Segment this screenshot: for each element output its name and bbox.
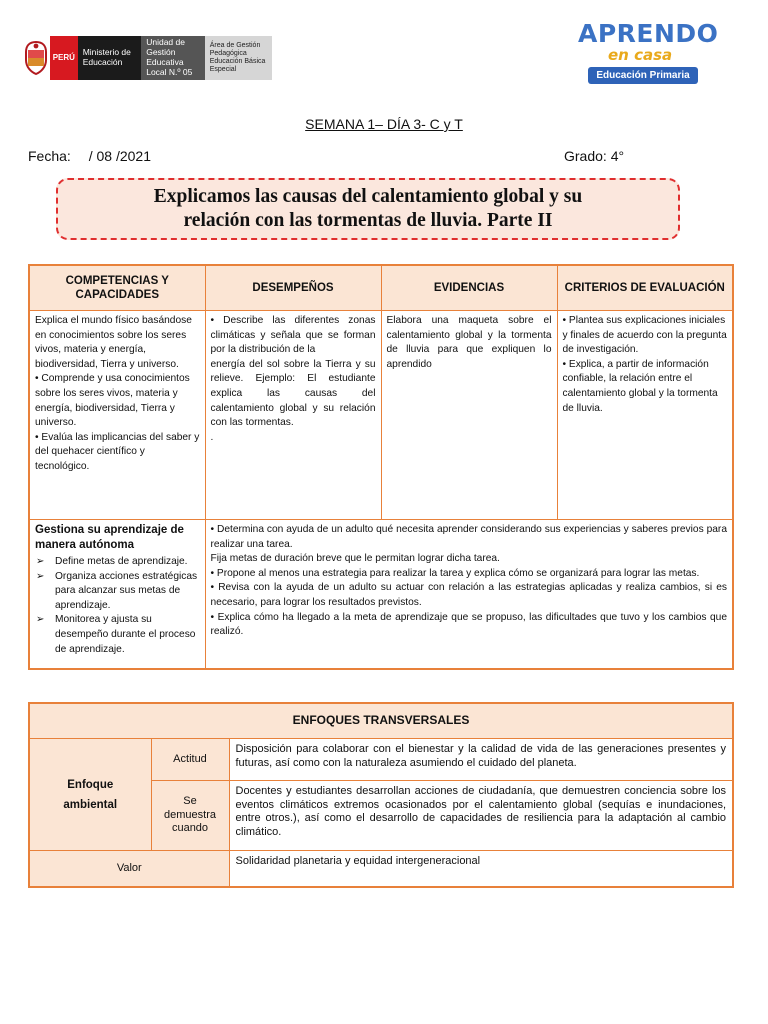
session-title-box: [56, 178, 680, 240]
list-item: ➢ Define metas de aprendizaje.: [35, 555, 200, 570]
header-desempenos: DESEMPEÑOS: [205, 265, 381, 311]
coat-of-arms-icon: [22, 36, 50, 80]
desempeno-text: .: [210, 431, 214, 443]
demuestra-label-line: demuestra: [164, 808, 216, 821]
header-evidencias: EVIDENCIAS: [381, 265, 557, 311]
desempenos-cell: [205, 311, 381, 520]
grado-field: [564, 148, 624, 164]
ministerio-label: Ministerio de Educación: [78, 36, 142, 80]
list-item: ➢ Monitorea y ajusta su desempeño durante el proceso de aprendizaje.: [35, 613, 200, 657]
grado-value: 4°: [610, 148, 625, 164]
demuestra-label-line: cuando: [171, 822, 209, 835]
gestiona-desempenos-cell: [205, 520, 733, 670]
header-criterios: CRITERIOS DE EVALUACIÓN: [557, 265, 733, 311]
desempeno-text: • Determina con ayuda de un adulto qué necesita aprender considerando sus experiencias y saberes previos para realizar una tarea.: [210, 524, 727, 550]
criterio-text: • Plantea sus explicaciones iniciales y finales de acuerdo con la pregunta de investigación.: [562, 315, 727, 356]
competencias-cell: [29, 311, 205, 520]
capacidad-text: • Comprende y usa conocimientos sobre los seres vivos, materia y energía, biodiversidad, Tierra y universo.: [35, 373, 190, 429]
actitud-text: Disposición para colaborar con el bienestar y la calidad de vida de las generaciones presentes y futuras, así como con la naturaleza asumiendo el cuidado del planeta.: [229, 739, 733, 781]
capacidad-text: • Evalúa las implicancias del saber y del quehacer científico y tecnológico.: [35, 431, 200, 472]
gestiona-cell: [29, 520, 205, 670]
gestiona-title: Gestiona su aprendizaje de manera autónoma: [35, 524, 184, 551]
demuestra-label-line: Se: [183, 795, 197, 808]
aprendo-en-casa-logo: [578, 19, 719, 86]
desempeno-text: • Revisa con la ayuda de un adulto su actuar con relación a las estrategias aplicadas y realiza cambios, si es necesario, para lograr los resultados previstos.: [210, 582, 727, 608]
session-title-line2: relación con las tormentas de lluvia. Parte II: [183, 210, 553, 231]
criterios-cell: [557, 311, 733, 520]
criterio-text: • Explica, a partir de información confiable, la relación entre el calentamiento global y la tormenta de lluvia.: [562, 358, 718, 414]
area-label: Área de Gestión Pedagógica Educación Básica Especial: [205, 36, 272, 80]
enfoques-header: ENFOQUES TRANSVERSALES: [29, 703, 733, 739]
gestiona-list: [35, 555, 200, 657]
table-row: [29, 739, 733, 781]
fecha-value: / 08 /2021: [88, 148, 151, 164]
peru-label: PERÚ: [50, 36, 78, 80]
header-competencias: COMPETENCIAS Y CAPACIDADES: [29, 265, 205, 311]
table-row: [29, 851, 733, 887]
enfoque-label: Enfoque: [67, 778, 114, 791]
table-row: [29, 311, 733, 520]
list-item: ➢ Organiza acciones estratégicas para alcanzar sus metas de aprendizaje.: [35, 570, 200, 614]
table-row: [29, 520, 733, 670]
ugel-label: Unidad de Gestión Educativa Local N.º 05: [141, 36, 205, 80]
week-heading: SEMANA 1– DÍA 3- C y T: [305, 116, 463, 132]
desempeno-text: • Explica cómo ha llegado a la meta de aprendizaje que se propuso, las dificultades que tuvo y los cambios que realizó.: [210, 611, 727, 638]
competencias-table: [28, 264, 734, 670]
grado-label: Grado:: [564, 148, 607, 164]
desempeno-text: • Propone al menos una estrategia para realizar la tarea y explica cómo se organizará para lograr las metas.: [210, 567, 700, 579]
enfoque-cell: [29, 739, 151, 851]
table-header-row: [29, 265, 733, 311]
desempeno-text: energía del sol sobre la Tierra y su relieve. Ejemplo: El estudiante explica las causas del calentamiento global y su relación con las tormentas.: [210, 358, 376, 429]
fecha-field: [28, 148, 151, 164]
minedu-header: [22, 36, 272, 80]
desempeno-text: Fija metas de duración breve que le permitan lograr dicha tarea.: [210, 553, 500, 565]
actitud-label: Actitud: [151, 739, 229, 781]
demuestra-label: [151, 781, 229, 851]
logo-line1: APRENDO: [578, 19, 719, 48]
demuestra-text: Docentes y estudiantes desarrollan acciones de ciudadanía, que demuestren conciencia sobre los eventos climáticos extremos ocasionados por el calentamiento global (sequías e inundaciones, entre otros.), así como el desarrollo de capacidades de resiliencia para la adaptación al cambio climático.: [229, 781, 733, 851]
session-title-line1: Explicamos las causas del calentamiento global y su: [153, 186, 583, 207]
valor-label: Valor: [29, 851, 229, 887]
valor-text: Solidaridad planetaria y equidad intergeneracional: [229, 851, 733, 887]
enfoque-label: ambiental: [63, 798, 118, 811]
fecha-label: Fecha:: [28, 148, 71, 164]
enfoques-table: [28, 702, 734, 888]
logo-line2: en casa: [608, 46, 673, 64]
desempeno-text: • Describe las diferentes zonas climáticas y señala que se forman por la distribución de la: [210, 315, 376, 356]
evidencias-cell: Elabora una maqueta sobre el calentamiento global y la tormenta de lluvia para que expliquen lo aprendido: [381, 311, 557, 520]
logo-line3: Educación Primaria: [588, 67, 697, 84]
competencia-text: Explica el mundo físico basándose en conocimientos sobre los seres vivos, materia y energía, biodiversidad, Tierra y universo.: [35, 315, 192, 370]
